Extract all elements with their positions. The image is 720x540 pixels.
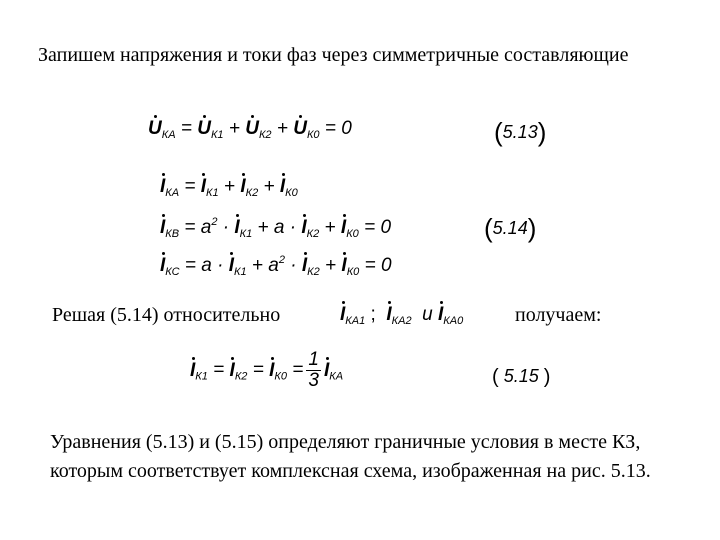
equation-number-5-14: (5.14) [484,213,537,243]
equation-number-5-15: ( 5.15 ) [492,366,551,388]
equation-number-5-13: (5.13) [494,117,547,147]
solving-text: Решая (5.14) относительно [52,304,281,326]
solving-variables: $I_{КА1}$ ; $I_{КА2}$ и $I_{КА0}$ [340,304,464,327]
equation-5-14-row-a: $I_{КА} = I_{К1} + I_{К2} + I_{К0}$ [160,176,298,199]
conclusion-text: Уравнения (5.13) и (5.15) определяют граничные условия в месте КЗ, которым соответствует комплексная схема, изображенная на рис. 5.13. [50,431,651,482]
equation-5-15: $I_{К1} = I_{К2} = I_{К0}$ = $\frac{1}{3}$ $I_{КА}$ [190,349,344,391]
fraction-one-third: $\frac{1}{3}$ [308,349,319,391]
intro-text: Запишем напряжения и токи фаз через симметричные составляющие [38,44,629,66]
equation-5-14-row-c: $I_{КС} = a \cdot I_{К1} + a^2 \cdot I_{К2} + I_{К0} = 0$ [160,254,392,278]
equation-5-14-row-b: $I_{КВ} = a^2 \cdot I_{К1} + a \cdot I_{К2} + I_{К0} = 0$ [160,216,392,240]
equation-5-13: $U_{КА} = U_{К1} + U_{К2} + U_{К0} = 0$ [148,118,352,141]
solving-suffix: получаем: [515,304,602,326]
